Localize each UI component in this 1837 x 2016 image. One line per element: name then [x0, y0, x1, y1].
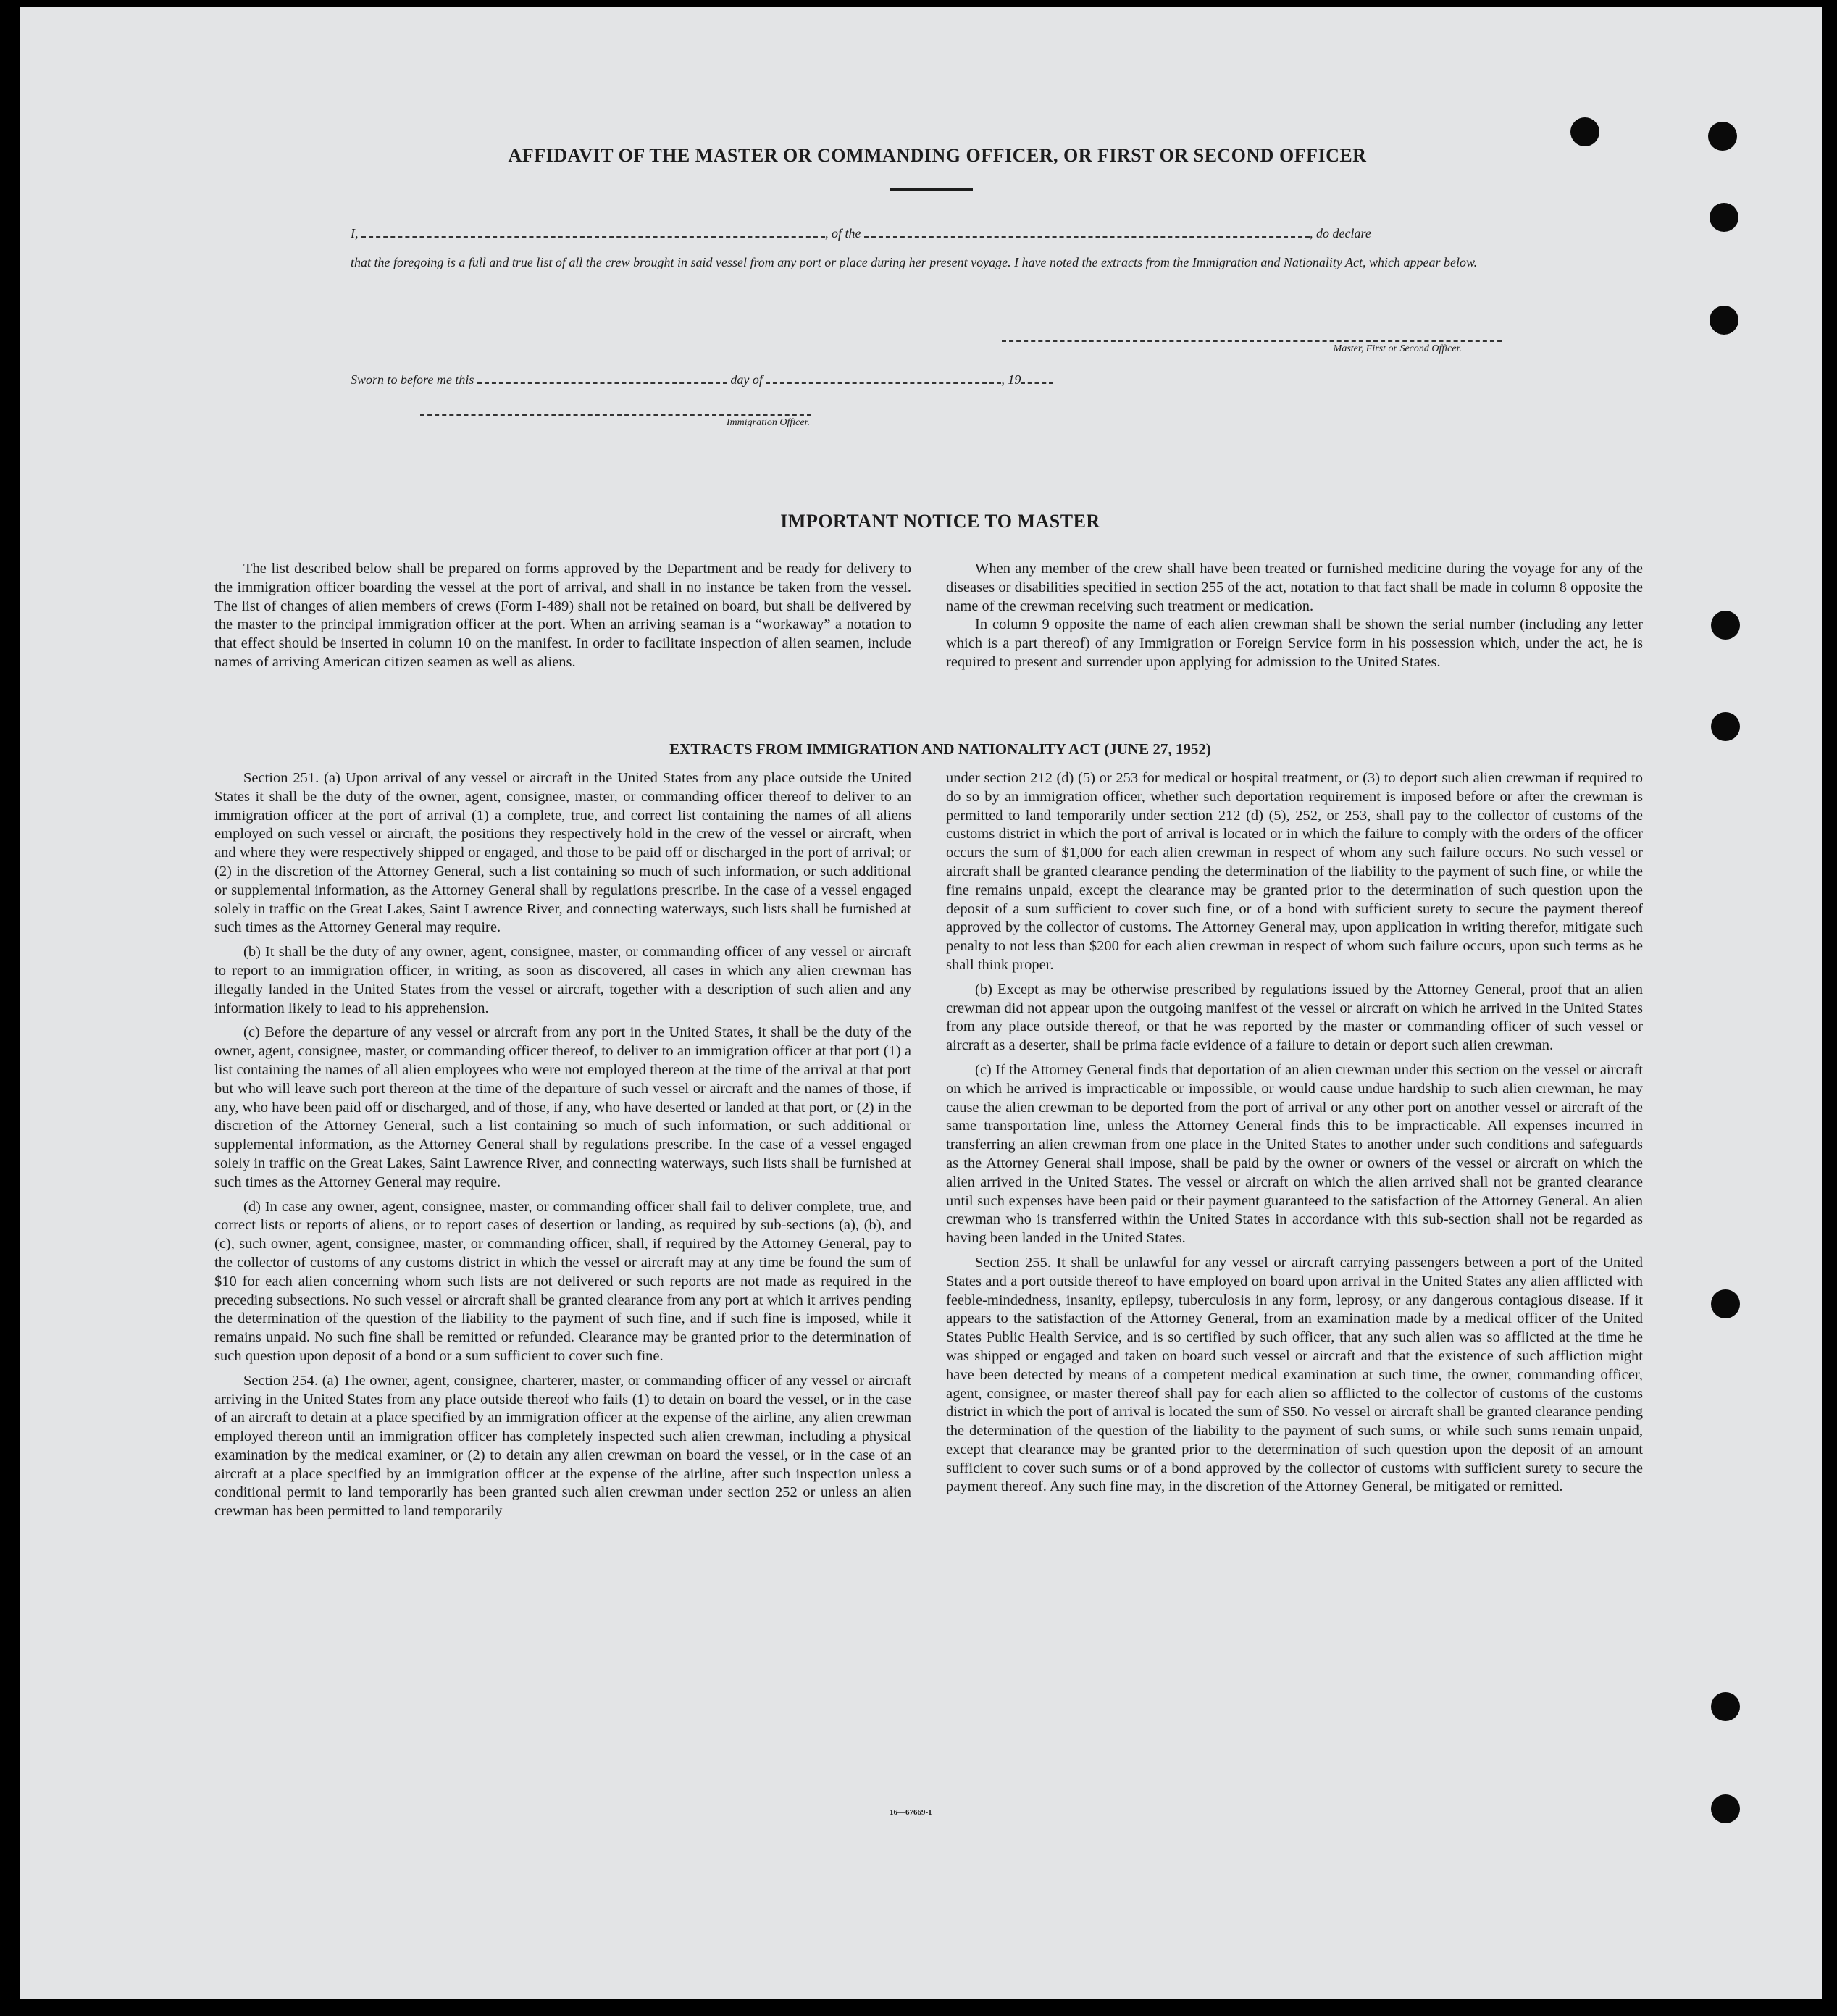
extracts-left-column [214, 769, 911, 1521]
title-rule [890, 188, 973, 191]
extract-paragraph: (d) In case any owner, agent, consignee, master, or commanding officer shall fail to deliver complete, true, and correct lists or reports of aliens, or to report cases of desertion or landing, as required by sub-sections (a), (b), and (c), such owner, agent, consignee, master, or commanding officer, shall, if required by the Attorney General, pay to the collector of customs of any customs district in which the vessel or aircraft may at any time be found the sum of $10 for each alien concerning whom such lists are not delivered or such reports are not made as required in the preceding subsections. No such vessel or aircraft shall be granted clearance from any port at which it arrives pending the determination of the question of the liability to the payment of such fine, and if such fine is imposed, while it remains unpaid. No such fine shall be remitted or refunded. Clearance may be granted prior to the determination of such question upon deposit of a bond or a sum sufficient to cover such fine. [214, 1198, 911, 1364]
sworn-line [351, 365, 1220, 393]
declare-line [351, 219, 1510, 247]
punch-hole [1711, 712, 1740, 741]
extract-paragraph: (b) Except as may be otherwise prescribed by regulations issued by the Attorney General, proof that an alien crewman did not appear upon the outgoing manifest of the vessel or aircraft on which he arrived in the United States from any place outside thereof, or that he was reported by the master or commanding officer of such vessel or aircraft as a deserter, shall be prima facie evidence of a failure to detain or deport such alien crewman. [946, 981, 1643, 1054]
day-of-label: day of [730, 372, 763, 387]
declaration-text: that the foregoing is a full and true list of all the crew brought in said vessel from any port or place during her present voyage. I have noted the extracts from the Immigration and Nationality Act, which appear below. [351, 255, 1478, 269]
notice-title: IMPORTANT NOTICE TO MASTER [780, 511, 1100, 532]
sworn-label: Sworn to before me this [351, 372, 474, 387]
extracts-title: EXTRACTS FROM IMMIGRATION AND NATIONALITY ACT (JUNE 27, 1952) [669, 740, 1211, 758]
officer-caption: Immigration Officer. [726, 417, 810, 428]
extract-paragraph: under section 212 (d) (5) or 253 for medical or hospital treatment, or (3) to deport such alien crewman if required to do so by an immigration officer, whether such deportation requirement is imposed before or after the crewman is permitted to land temporarily under section 212 (d) (5), 252, or 253, shall pay to the collector of customs of the customs district in which the port of arrival is located or in which the failure to comply with the orders of the officer occurs the sum of $1,000 for each alien crewman in respect of whom any such failure occurs. No such vessel or aircraft shall be granted clearance pending the determination of the liability to the payment of such fine, or while the fine remains unpaid, except the clearance may be granted prior to the determination of such question upon the deposit of a sum sufficient to cover such fine, or of a bond with sufficient surety to secure the payment thereof approved by the collector of customs. The Attorney General may, upon application in writing therefor, mitigate such penalty to not less than $200 for each alien crewman in respect of whom such failure occurs, upon such terms as he shall think proper. [946, 770, 1643, 973]
punch-hole [1711, 1794, 1740, 1823]
sworn-year-field[interactable] [1021, 365, 1053, 384]
affidavit-title: AFFIDAVIT OF THE MASTER OR COMMANDING OFFICER, OR FIRST OR SECOND OFFICER [508, 145, 1367, 166]
punch-hole [1711, 611, 1740, 640]
form-page [20, 7, 1822, 1999]
punch-hole [1711, 1289, 1740, 1318]
do-declare-label: , do declare [1310, 226, 1371, 241]
extract-paragraph: Section 255. It shall be unlawful for any vessel or aircraft carrying passengers between a port of the United States and a port outside thereof to have employed on board upon arrival in the United States any alien afflicted with feeble-mindedness, insanity, epilepsy, tuberculosis in any form, leprosy, or any dangerous contagious disease. If it appears to the satisfaction of the Attorney General, from an examination made by a medical officer of the United States Public Health Service, and is so certified by such officer, that any such alien was so afflicted at the time he was shipped or engaged and taken on board such vessel or aircraft and that the existence of such affliction might have been detected by means of a competent medical examination at such time, the owner, commanding officer, agent, consignee, or master thereof shall pay for each alien so afflicted to the collector of customs of the customs district in which the port of arrival is located the sum of $50. No vessel or aircraft shall be granted clearance pending the determination of the question of the liability to the payment of such sums, or while such sums remain unpaid, except that clearance may be granted prior to the determination of such question upon the deposit of an amount sufficient to cover such sums or of a bond approved by the collector of customs with sufficient surety to secure the payment thereof. Any such fine may, in the discretion of the Attorney General, be mitigated or remitted. [946, 1254, 1643, 1495]
extract-paragraph: Section 251. (a) Upon arrival of any vessel or aircraft in the United States from any place outside the United States it shall be the duty of the owner, agent, consignee, master, or commanding officer thereof to deliver to an immigration officer at the port of arrival (1) a complete, true, and correct list containing the names of all aliens employed on such vessel or aircraft, the positions they respectively hold in the crew of the vessel or aircraft, when and where they were respectively shipped or engaged, and those to be paid off or discharged in the port of arrival; or (2) in the discretion of the Attorney General, such a list containing so much of such information, or such additional or supplemental information, as the Attorney General shall by regulations prescribe. In the case of a vessel engaged solely in traffic on the Great Lakes, Saint Lawrence River, and connecting waterways, such lists shall be furnished at such times as the Attorney General may require. [214, 770, 911, 936]
i-label: I, [351, 226, 359, 241]
extract-paragraph: Section 254. (a) The owner, agent, consignee, charterer, master, or commanding officer of any vessel or aircraft arriving in the United States from any place outside thereof who fails (1) to detain on board the vessel, or in the case of an aircraft to detain at a place specified by an immigration officer at the expense of the airline, any alien crewman employed thereon until an immigration officer has completely inspected such alien crewman, including a physical examination by the medical examiner, or (2) to detain any alien crewman on board the vessel, or in the case of an aircraft at a place specified by an immigration officer at the expense of the airline, after such inspection unless a conditional permit to land temporarily has been granted such alien crewman under section 252 or unless an alien crewman has been permitted to land temporarily [214, 1372, 911, 1520]
punch-hole [1710, 306, 1738, 335]
of-the-label: , of the [825, 226, 861, 241]
form-code: 16—67669-1 [890, 1808, 932, 1817]
punch-hole [1570, 117, 1599, 146]
punch-hole [1708, 122, 1737, 151]
sworn-month-field[interactable] [766, 365, 1001, 384]
extract-paragraph: (b) It shall be the duty of any owner, agent, consignee, master, or commanding officer of any vessel or aircraft to report to an immigration officer, in writing, as soon as discovered, all cases in which any alien crewman has illegally landed in the United States from the vessel or aircraft, together with a description of such alien and any information likely to lead to his apprehension. [214, 944, 911, 1016]
extracts-right-column [946, 769, 1643, 1497]
extract-paragraph: (c) If the Attorney General finds that deportation of an alien crewman under this section on the vessel or aircraft on which he arrived is impracticable or impossible, or would cause undue hardship to such alien crewman, he may cause the alien crewman to be deported from the port of arrival or any other port on another vessel or aircraft of the same transportation line, unless the Attorney General finds this to be impracticable. All expenses incurred in transferring an alien crewman from one place in the United States to another under such conditions and safeguards as the Attorney General shall impose, shall be paid by the owner or owners of the vessel or aircraft on which the alien arrived in the United States. The vessel or aircraft on which the alien arrived shall not be granted clearance until such expenses have been paid or their payment guaranteed to the satisfaction of the Attorney General. An alien crewman who is transferred within the United States in accordance with this sub-section shall not be regarded as having been landed in the United States. [946, 1061, 1643, 1247]
sworn-day-field[interactable] [477, 365, 727, 384]
notice-right-column [946, 560, 1643, 672]
punch-hole [1711, 1692, 1740, 1721]
master-signature-line[interactable] [1002, 340, 1502, 342]
notice-paragraph: In column 9 opposite the name of each alien crewman shall be shown the serial number (including any letter which is a part thereof) of any Immigration or Foreign Service form in his possession which, under the act, he is required to present and surrender upon applying for admission to the United States. [946, 616, 1643, 670]
punch-hole [1710, 203, 1738, 232]
notice-paragraph: The list described below shall be prepared on forms approved by the Department and be ready for delivery to the immigration officer boarding the vessel at the port of arrival, and shall in no instance be taken from the vessel. The list of changes of alien members of crews (Form I-489) shall not be retained on board, but shall be delivered by the master to the principal immigration officer at the port. When an arriving seaman is a “workaway” a notation to that effect should be inserted in column 10 on the manifest. In order to facilitate inspection of alien seamen, include names of arriving American citizen seamen as well as aliens. [214, 561, 911, 670]
name-field[interactable] [361, 219, 825, 238]
master-caption: Master, First or Second Officer. [1333, 343, 1462, 354]
officer-signature-line[interactable] [420, 414, 811, 416]
notice-paragraph: When any member of the crew shall have been treated or furnished medicine during the voyage for any of the diseases or disabilities specified in section 255 of the act, notation to that fact shall be made in column 8 opposite the name of the crewman receiving such treatment or medication. [946, 561, 1643, 614]
vessel-field[interactable] [864, 219, 1310, 238]
extract-paragraph: (c) Before the departure of any vessel or aircraft from any port in the United States, it shall be the duty of the owner, agent, consignee, master, or commanding officer thereof, to deliver to an immigration officer at that port (1) a list containing the names of all alien employees who were not employed thereon at the time of the arrival at that port but who will leave such port thereon at the time of the departure of such vessel or aircraft and the names of those, if any, who have been paid off or discharged, and of those, if any, who have deserted or landed at that port, or (2) in the discretion of the Attorney General, such a list containing so much of such information, or such additional or supplemental information, as the Attorney General shall by regulations prescribe. In the case of a vessel engaged solely in traffic on the Great Lakes, Saint Lawrence River, and connecting waterways, such lists shall be furnished at such times as the Attorney General may require. [214, 1024, 911, 1190]
notice-left-column [214, 560, 911, 672]
year-label: , 19 [1001, 372, 1021, 387]
